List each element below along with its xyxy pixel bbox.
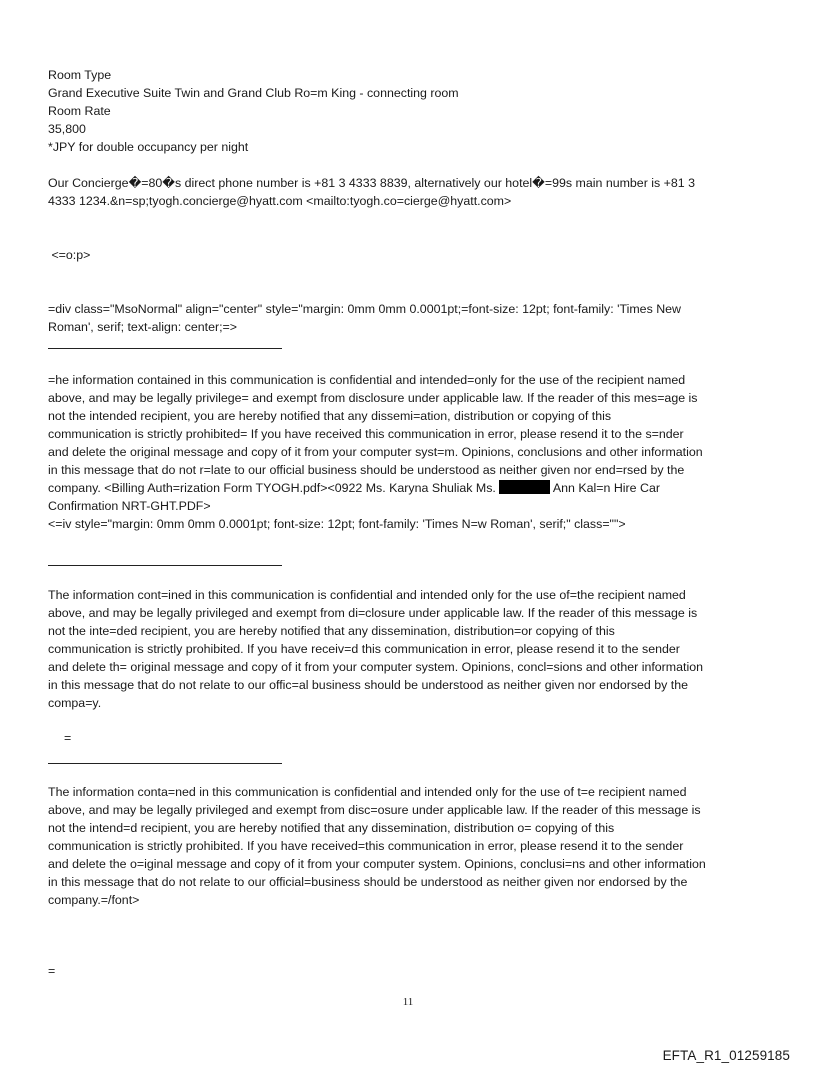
notice-1-line-8: Confirmation NRT-GHT.PDF> [48, 499, 211, 513]
document-id: EFTA_R1_01259185 [662, 1048, 790, 1063]
separator-rule-2 [48, 565, 282, 566]
equals-line-2 [48, 962, 770, 980]
separator-rule-1 [48, 348, 282, 349]
concierge-info [48, 174, 770, 210]
concierge-line-1: Our Concierge�=80�s direct phone number is +81 3 4333 8839, alternatively our hotel�=99s main number is +81 3 [48, 176, 696, 190]
equals-sign-2: = [48, 964, 56, 978]
room-rate-note: *JPY for double occupancy per night [48, 140, 249, 154]
notice-3-line-7: company.=/font> [48, 893, 140, 907]
notice-3-line-6: in this message that do not relate to our official=business should be understood as neither given nor endorsed by the [48, 875, 688, 889]
room-rate-value: 35,800 [48, 122, 86, 136]
attachment-list-end: Ann Kal=n Hire Car [552, 481, 660, 495]
notice-1-line-3: not the intended recipient, you are hereby notified that any dissemi=ation, distribution or copying of this [48, 409, 612, 423]
notice-3-line-5: and delete the o=iginal message and copy of it from your computer system. Opinions, conclusi=ns and other information [48, 857, 706, 871]
notice-2-line-3: not the inte=ded recipient, you are hereby notified that any dissemination, distribution=or copying of this [48, 624, 615, 638]
notice-2-line-4: communication is strictly prohibited. If you have receiv=d this communication in error, please resend it to the sender [48, 642, 680, 656]
notice-1-line-4: communication is strictly prohibited= If you have received this communication in error, please resend it to the s=nder [48, 427, 684, 441]
room-type-label: Room Type [48, 68, 112, 82]
room-details [48, 66, 770, 156]
notice-2-line-2: above, and may be legally privileged and exempt from di=closure under applicable law. If the reader of this message is [48, 606, 698, 620]
confidentiality-notice-1 [48, 371, 770, 533]
redaction-box [499, 480, 550, 494]
op-tag-line [48, 246, 770, 264]
notice-3-line-4: communication is strictly prohibited. If you have received=this communication in error, please resend it to the sender [48, 839, 684, 853]
notice-1-line-9: <=iv style="margin: 0mm 0mm 0.0001pt; font-size: 12pt; font-family: 'Times N=w Roman', serif;" class=""> [48, 517, 626, 531]
notice-2-line-7: compa=y. [48, 696, 102, 710]
notice-3-line-2: above, and may be legally privileged and exempt from disc=osure under applicable law. If the reader of this message is [48, 803, 701, 817]
notice-1-line-2: above, and may be legally privilege= and exempt from disclosure under applicable law. If the reader of this mes=age is [48, 391, 698, 405]
div-code-line-1: =div class="MsoNormal" align="center" style="margin: 0mm 0mm 0.0001pt;=font-size: 12pt; font-family: 'Times New [48, 302, 681, 316]
notice-1-line-7 [48, 479, 770, 497]
notice-1-line-5: and delete the original message and copy of it from your computer syst=m. Opinions, conclusions and other information [48, 445, 703, 459]
div-code-line-2: Roman', serif; text-align: center;=> [48, 320, 237, 334]
equals-line-1 [64, 729, 786, 747]
separator-rule-3 [48, 763, 282, 764]
room-rate-label: Room Rate [48, 104, 111, 118]
op-tag: <=o:p> [48, 248, 91, 262]
attachment-list-start: company. <Billing Auth=rization Form TYOGH.pdf><0922 Ms. Karyna Shuliak Ms. [48, 481, 496, 495]
notice-3-line-1: The information conta=ned in this communication is confidential and intended only for the use of t=e recipient named [48, 785, 687, 799]
page-number: 11 [402, 996, 414, 1008]
notice-1-line-6: in this message that do not r=late to our official business should be understood as neither given nor end=rsed by the [48, 463, 685, 477]
notice-3-line-3: not the intend=d recipient, you are hereby notified that any dissemination, distribution o= copying of this [48, 821, 615, 835]
confidentiality-notice-2 [48, 586, 770, 712]
notice-2-line-5: and delete th= original message and copy of it from your computer system. Opinions, concl=sions and other information [48, 660, 703, 674]
notice-1-line-1: =he information contained in this communication is confidential and intended=only for the use of the recipient named [48, 373, 686, 387]
notice-2-line-1: The information cont=ined in this communication is confidential and intended only for the use of=the recipient named [48, 588, 686, 602]
concierge-line-2: 4333 1234.&n=sp;tyogh.concierge@hyatt.com <mailto:tyogh.co=cierge@hyatt.com> [48, 194, 512, 208]
equals-sign-1: = [64, 731, 72, 745]
room-type-value: Grand Executive Suite Twin and Grand Club Ro=m King - connecting room [48, 86, 459, 100]
notice-2-line-6: in this message that do not relate to our offic=al business should be understood as neither given nor endorsed by the [48, 678, 689, 692]
confidentiality-notice-3 [48, 783, 770, 909]
div-code [48, 300, 770, 336]
